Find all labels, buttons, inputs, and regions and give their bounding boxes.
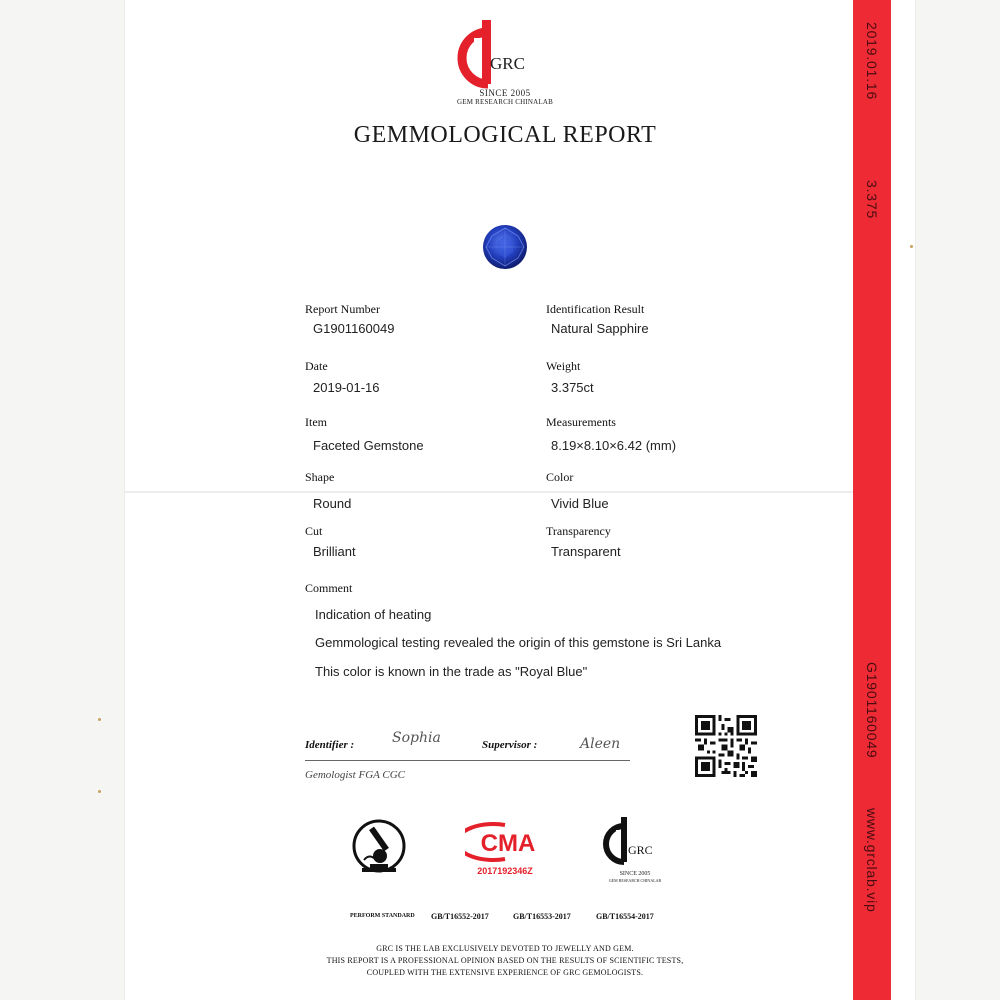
date-value: 2019-01-16: [313, 380, 380, 395]
identifier-line: [305, 760, 455, 761]
cma-text: CMA: [480, 830, 536, 857]
supervisor-label: Supervisor :: [482, 739, 538, 751]
color-label: Color: [546, 470, 574, 484]
sapphire-image: [480, 222, 530, 272]
logo2-lab-name: GEM RESEARCH CHINALAB: [608, 878, 662, 883]
logo-lab-name: GEM RESEARCH CHINALAB: [457, 98, 553, 106]
date-label: Date: [305, 359, 328, 373]
shape-value: Round: [313, 496, 352, 511]
gemologist-credentials: Gemologist FGA CGC: [305, 769, 406, 781]
paper-speck: [910, 245, 913, 248]
side-weight: 3.375: [864, 180, 880, 220]
measurements-value: 8.19×8.10×6.42 (mm): [551, 438, 677, 453]
standard-item: GB/T16554-2017: [596, 912, 654, 921]
comment-line: Gemmological testing revealed the origin of this gemstone is Sri Lanka: [315, 635, 722, 650]
supervisor-signature: Aleen: [580, 736, 621, 752]
footer-line: GRC IS THE LAB EXCLUSIVELY DEVOTED TO JEWELLY AND GEM.: [376, 944, 634, 953]
side-website: www.grclab.vip: [864, 808, 880, 913]
report-title: GEMMOLOGICAL REPORT: [353, 122, 657, 148]
weight-value: 3.375ct: [551, 380, 594, 395]
identification-label: Identification Result: [546, 302, 645, 316]
weight-label: Weight: [546, 359, 581, 373]
identification-value: Natural Sapphire: [551, 321, 649, 336]
color-value: Vivid Blue: [551, 496, 609, 511]
transparency-label: Transparency: [546, 524, 611, 538]
footer-line: THIS REPORT IS A PROFESSIONAL OPINION BASED ON THE RESULTS OF SCIENTIFIC TESTS,: [326, 956, 684, 965]
comment-label: Comment: [305, 581, 353, 595]
paper-speck: [98, 790, 101, 793]
microscope-seal-icon: [350, 818, 408, 878]
paper-speck: [98, 718, 101, 721]
item-label: Item: [305, 415, 327, 429]
cma-mark: [465, 822, 547, 862]
grc-logo-small: [602, 816, 668, 870]
report-number-label: Report Number: [305, 302, 380, 316]
comment-line: Indication of heating: [315, 607, 432, 622]
item-value: Faceted Gemstone: [313, 438, 424, 453]
shape-label: Shape: [305, 470, 335, 484]
perform-standard-label: PERFORM STANDARD: [350, 913, 415, 919]
cut-value: Brilliant: [313, 544, 356, 559]
cut-label: Cut: [305, 524, 323, 538]
transparency-value: Transparent: [551, 544, 621, 559]
identifier-label: Identifier :: [305, 739, 355, 751]
grc-logo: [452, 18, 552, 98]
identifier-signature: Sophia: [392, 730, 441, 746]
measurements-label: Measurements: [546, 415, 616, 429]
standard-item: GB/T16553-2017: [513, 912, 571, 921]
fold-crease: [125, 491, 865, 493]
qr-code[interactable]: [695, 715, 757, 777]
logo-text: GRC: [490, 54, 525, 73]
supervisor-line: [455, 760, 630, 761]
logo2-since: SINCE 2005: [619, 871, 651, 877]
report-number-value: G1901160049: [313, 321, 395, 336]
footer-line: COUPLED WITH THE EXTENSIVE EXPERIENCE OF GRC GEMOLOGISTS.: [366, 968, 644, 977]
cma-number: 2017192346Z: [477, 866, 533, 876]
side-date: 2019.01.16: [864, 22, 880, 101]
logo2-text: GRC: [628, 843, 653, 857]
comment-line: This color is known in the trade as "Royal Blue": [315, 664, 588, 679]
logo-since: SINCE 2005: [479, 88, 531, 98]
side-report-number: G1901160049: [864, 662, 880, 759]
standard-item: GB/T16552-2017: [431, 912, 489, 921]
